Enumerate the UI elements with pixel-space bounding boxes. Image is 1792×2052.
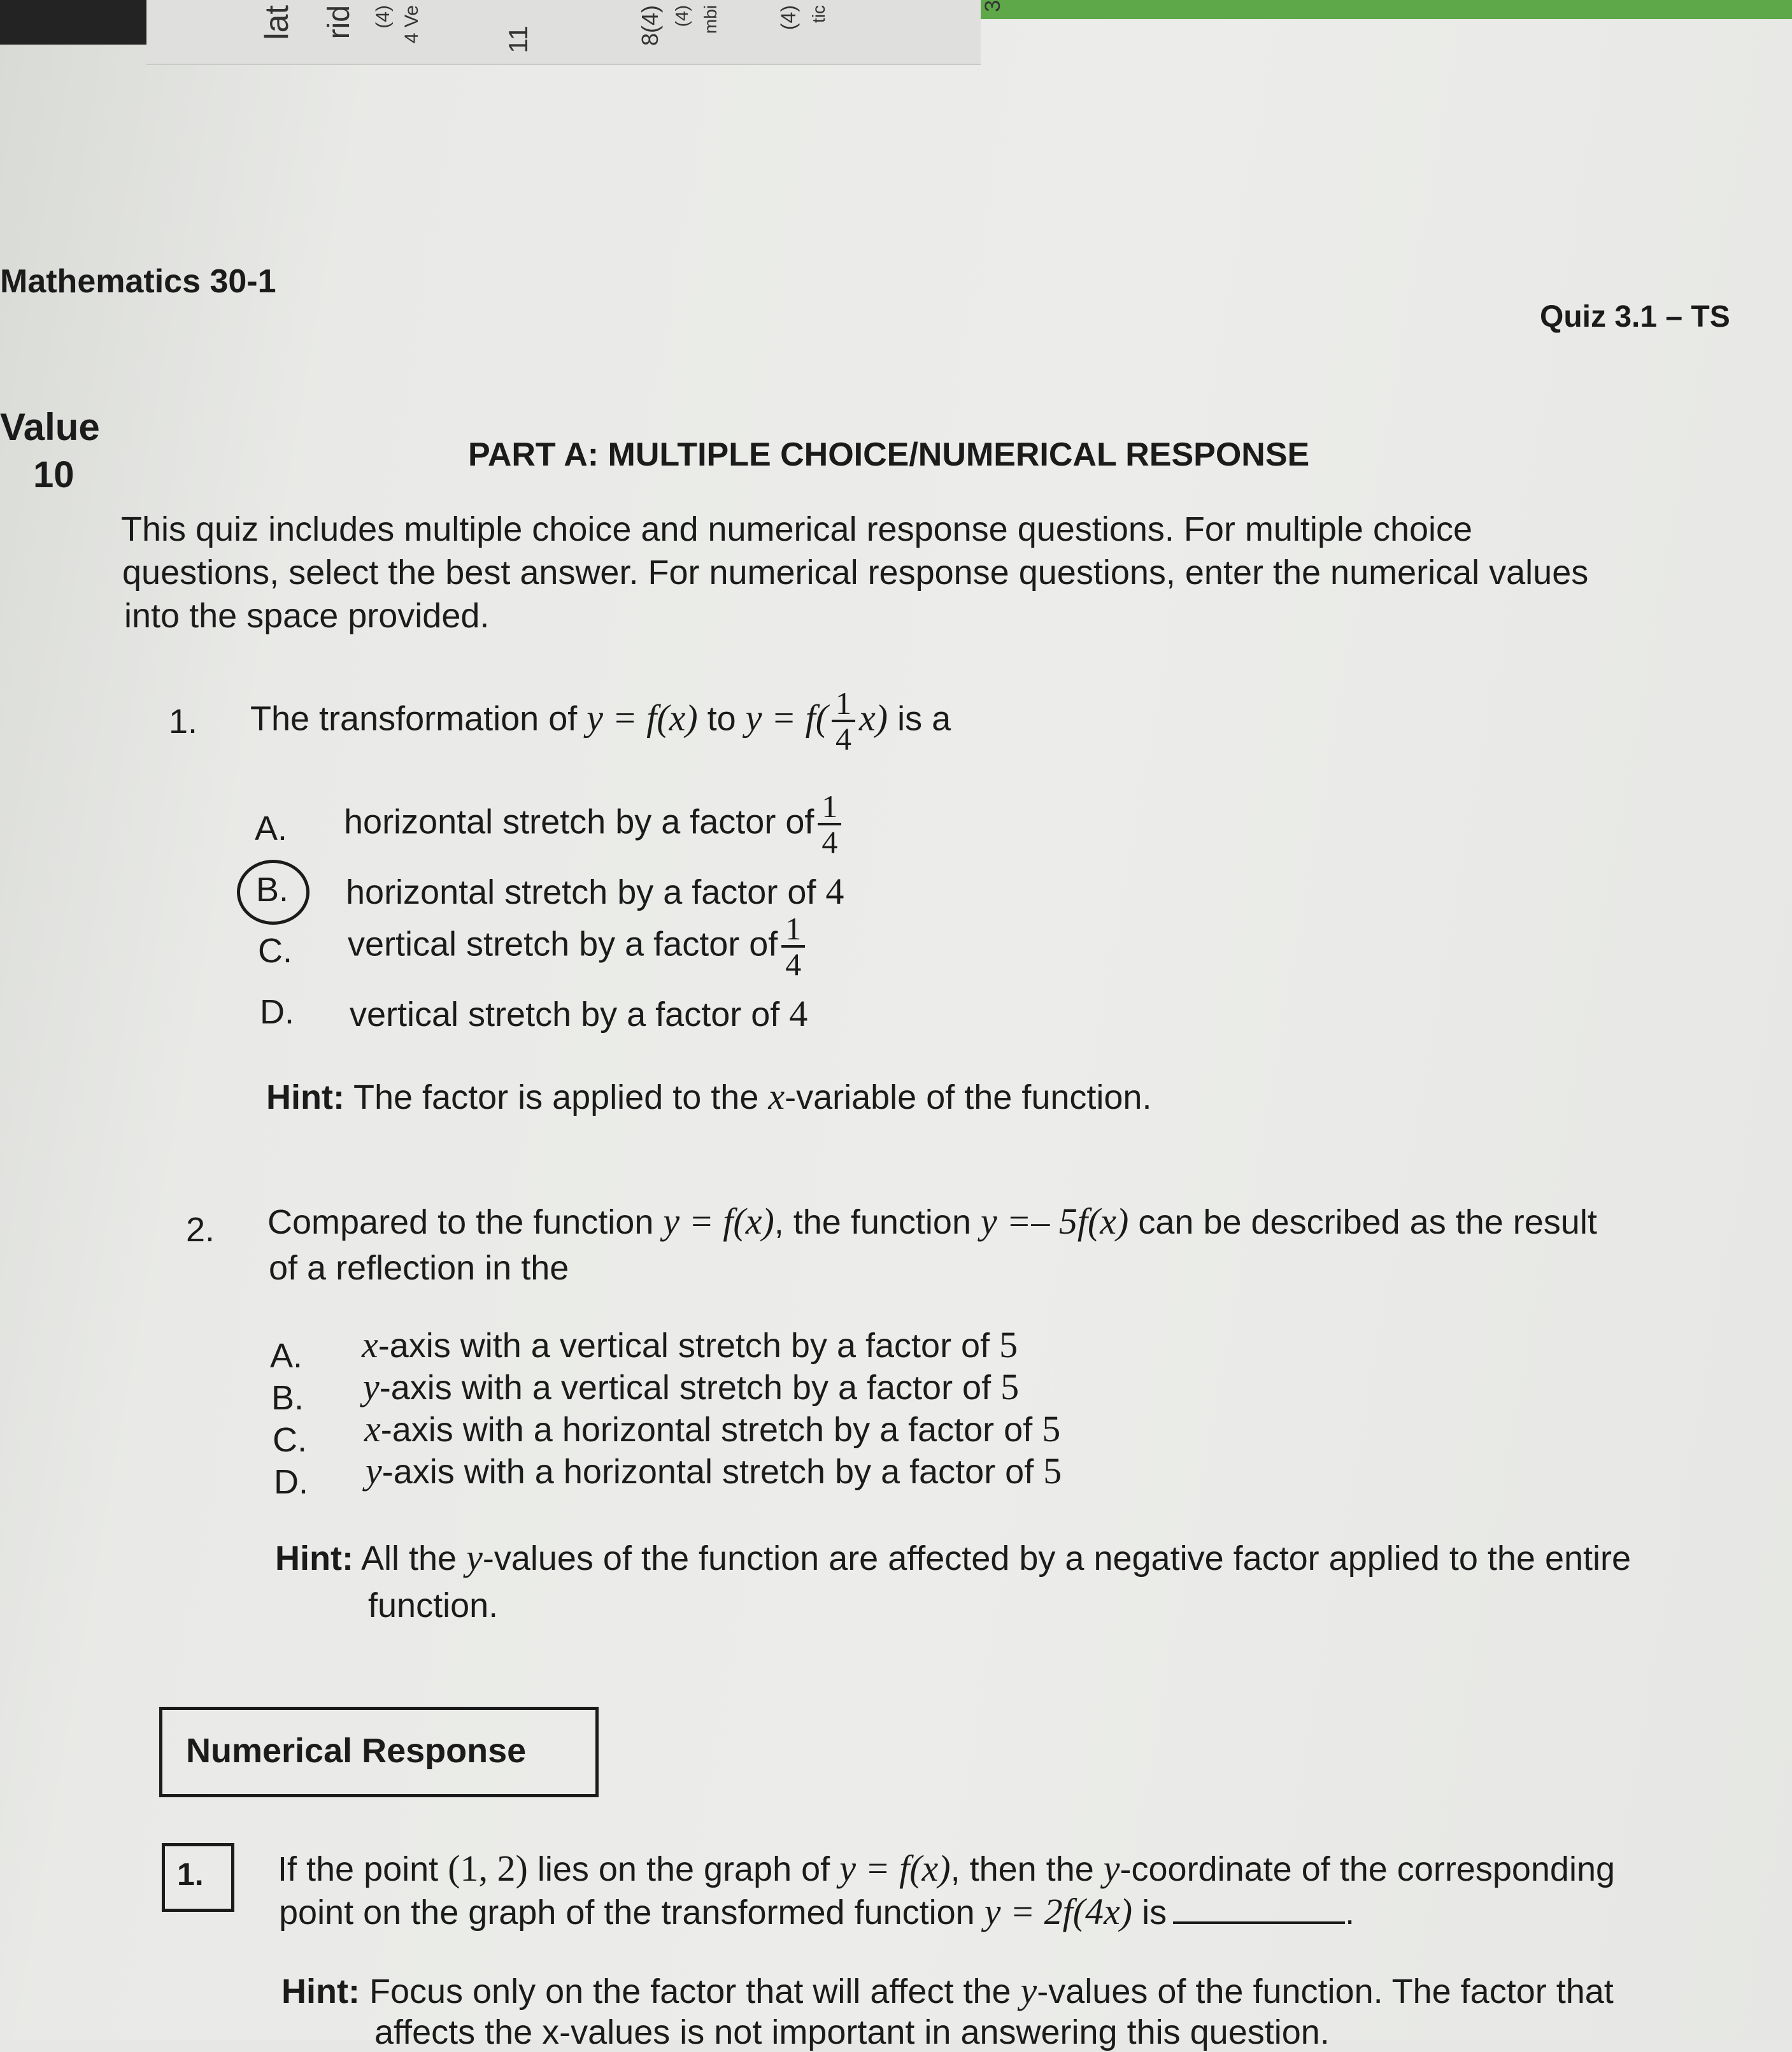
hint-2 <box>275 1536 1631 1579</box>
hint-text: The factor is applied to the <box>353 1078 759 1116</box>
answer-blank[interactable] <box>1173 1896 1345 1924</box>
option-letter[interactable]: A. <box>270 1337 303 1375</box>
tab-label: tic <box>809 5 828 23</box>
option-b[interactable] <box>363 1365 1019 1408</box>
option-text: vertical stretch by a factor of <box>348 925 778 964</box>
option-c[interactable] <box>348 912 809 981</box>
tab-label: (4) <box>777 5 800 31</box>
tab-label: 8(4) <box>637 5 663 46</box>
option-value: 5 <box>1000 1366 1020 1407</box>
stem-text: point on the graph of the transformed function <box>279 1893 975 1932</box>
hint-2-line2: function. <box>368 1586 499 1625</box>
question-2-stem <box>267 1200 1597 1243</box>
math-expr: (1, 2) <box>448 1848 528 1889</box>
intro-line: questions, select the best answer. For numerical response questions, enter the numerical values <box>122 553 1589 592</box>
math-var: y <box>466 1537 483 1578</box>
intro-line: This quiz includes multiple choice and numerical response questions. For multiple choice <box>121 510 1473 548</box>
hint-text: Focus only on the factor that will affect the <box>369 1972 1011 2011</box>
option-text: horizontal stretch by a factor of <box>344 802 814 841</box>
question-2-stem-line2: of a reflection in the <box>269 1249 569 1287</box>
math-expr: y = f(x) <box>663 1201 774 1242</box>
hint-text: -values of the function. The factor that <box>1037 1972 1614 2011</box>
stem-text: can be described as the result <box>1138 1203 1597 1241</box>
option-letter[interactable]: A. <box>255 809 288 848</box>
math-expr: y = 2f(4x) <box>984 1891 1133 1932</box>
option-text: -axis with a vertical stretch by a factor of <box>379 1369 992 1407</box>
question-1-stem <box>250 687 951 755</box>
stem-text: The transformation of <box>250 699 578 738</box>
option-d[interactable] <box>366 1450 1062 1492</box>
option-text: horizontal stretch by a factor of <box>346 873 816 911</box>
math-var: x <box>364 1408 381 1450</box>
hint-1 <box>266 1075 1151 1118</box>
hint-3-line2: affects the x-values is not important in answering this question. <box>374 2013 1330 2051</box>
option-c[interactable] <box>364 1407 1060 1450</box>
stem-text: Compared to the function <box>267 1203 654 1241</box>
nr-question-line2 <box>279 1890 1355 1933</box>
fraction-num: 1 <box>818 790 841 825</box>
tab-dark <box>0 0 146 45</box>
option-text: vertical stretch by a factor of <box>350 995 780 1034</box>
nr-number: 1. <box>177 1856 204 1892</box>
value-label: Value <box>0 406 100 448</box>
math-var: y <box>1020 1970 1037 2011</box>
tab-green <box>981 0 1792 19</box>
math-var: y <box>1103 1848 1120 1889</box>
tab-label: lat <box>259 5 295 40</box>
option-text: -axis with a horizontal stretch by a factor of <box>380 1411 1033 1449</box>
option-d[interactable] <box>350 992 807 1035</box>
stem-text: is <box>1142 1893 1167 1932</box>
option-letter[interactable]: C. <box>258 932 292 970</box>
option-a[interactable] <box>344 790 845 859</box>
part-title: PART A: MULTIPLE CHOICE/NUMERICAL RESPONSE <box>468 436 1310 473</box>
tab-label: mbi <box>700 5 720 34</box>
stem-text: -coordinate of the corresponding <box>1120 1850 1616 1888</box>
option-text: -axis with a horizontal stretch by a factor of <box>381 1453 1034 1491</box>
tab-label: (4) <box>373 5 394 29</box>
fraction <box>781 912 805 981</box>
option-text: -axis with a vertical stretch by a factor of <box>378 1327 990 1365</box>
option-letter[interactable]: B. <box>271 1379 304 1417</box>
section-title: Numerical Response <box>186 1732 527 1770</box>
math-var: x <box>362 1324 378 1365</box>
option-value: 5 <box>999 1324 1018 1365</box>
option-letter[interactable]: D. <box>260 993 294 1031</box>
stem-text: is a <box>897 699 951 738</box>
option-value: 4 <box>825 871 844 912</box>
math-var: y <box>366 1450 382 1492</box>
nr-question-line1 <box>278 1847 1615 1890</box>
tab-label: 4 Ve <box>401 5 422 44</box>
option-letter[interactable]: B. <box>256 871 289 909</box>
option-value: 5 <box>1042 1408 1061 1450</box>
value-number: 10 <box>33 454 75 495</box>
option-letter[interactable]: C. <box>273 1421 307 1459</box>
tab-label: (4) <box>672 5 692 27</box>
hint-text: -values of the function are affected by a negative factor applied to the entire <box>482 1539 1632 1578</box>
stem-text: . <box>1345 1893 1355 1932</box>
hint-label: Hint: <box>275 1539 353 1578</box>
fraction-den: 4 <box>836 721 852 757</box>
hint-text: All the <box>360 1539 457 1578</box>
course-title: Mathematics 30-1 <box>0 263 276 300</box>
binder-tabs <box>0 0 1792 102</box>
math-var: y <box>363 1366 380 1407</box>
option-b[interactable] <box>346 870 844 913</box>
option-value: 4 <box>789 993 808 1034</box>
fraction <box>818 790 841 859</box>
option-a[interactable] <box>362 1323 1018 1366</box>
hint-label: Hint: <box>266 1078 345 1116</box>
math-expr: y = f(x) <box>587 697 698 739</box>
tab-label: 3 <box>981 0 1005 12</box>
option-letter[interactable]: D. <box>274 1463 308 1501</box>
stem-text: lies on the graph of <box>537 1850 830 1888</box>
hint-text: -variable of the function. <box>785 1078 1152 1116</box>
fraction-den: 4 <box>785 946 802 982</box>
stem-text: , the function <box>774 1203 971 1241</box>
fraction-num: 1 <box>781 912 805 948</box>
question-number: 1. <box>169 702 198 741</box>
math-expr: y = f(x) <box>839 1848 951 1889</box>
math-expr: y = f( <box>745 697 828 739</box>
hint-3 <box>281 1969 1614 2012</box>
stem-text: , then the <box>950 1850 1094 1888</box>
math-expr: x) <box>859 697 888 739</box>
fraction-num: 1 <box>832 687 855 722</box>
fraction-den: 4 <box>821 824 838 860</box>
intro-line: into the space provided. <box>124 597 490 635</box>
quiz-title: Quiz 3.1 – TS <box>1540 300 1730 334</box>
stem-text: If the point <box>278 1850 439 1888</box>
stem-text: to <box>707 699 736 738</box>
fraction <box>832 687 855 755</box>
tab-label: rid <box>322 5 356 39</box>
tab-label: 11 <box>503 25 533 53</box>
math-expr: y =– 5f(x) <box>981 1201 1129 1242</box>
hint-label: Hint: <box>281 1972 360 2011</box>
option-value: 5 <box>1043 1450 1062 1492</box>
math-var: x <box>768 1076 785 1117</box>
question-number: 2. <box>186 1211 215 1249</box>
